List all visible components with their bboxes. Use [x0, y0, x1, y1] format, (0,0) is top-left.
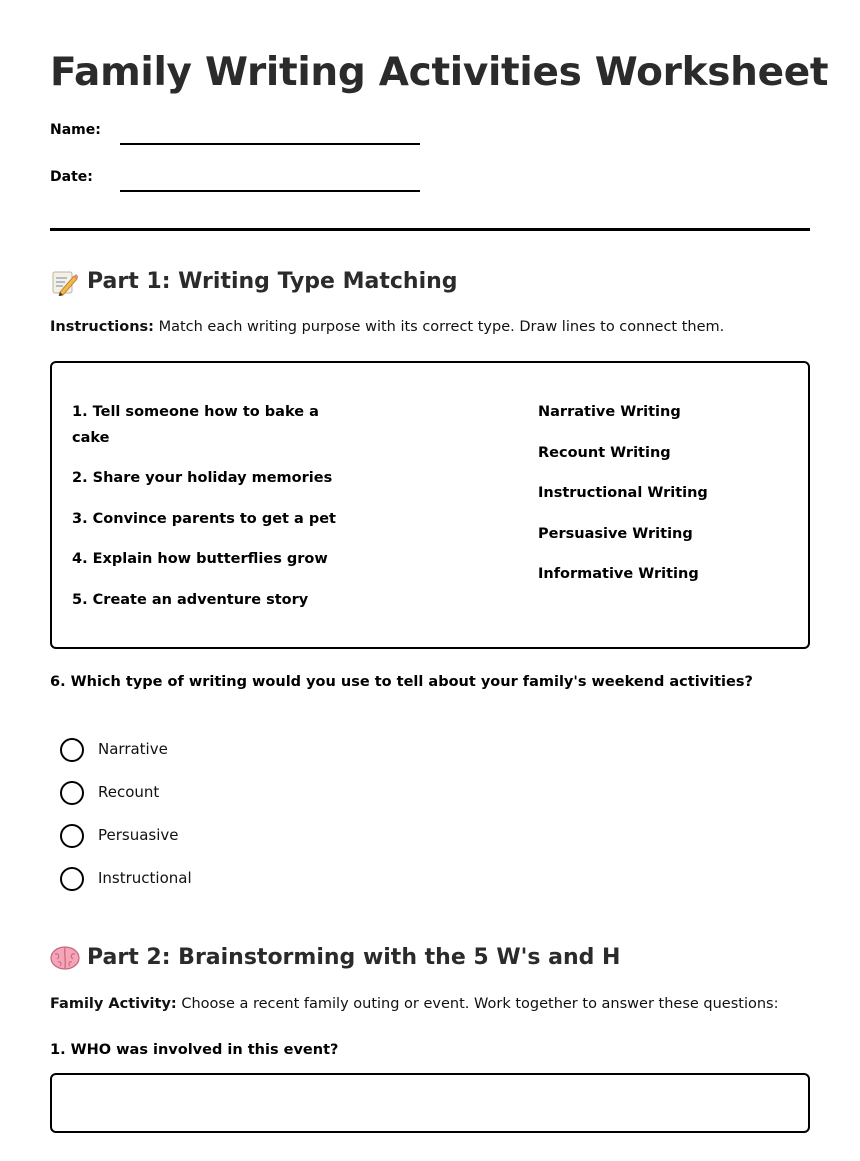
type-item-recount[interactable]: Recount Writing	[538, 445, 671, 461]
activity-text: Choose a recent family outing or event. Work together to answer these questions:	[176, 996, 779, 1012]
type-item-narrative[interactable]: Narrative Writing	[538, 404, 681, 420]
name-label: Name:	[50, 122, 101, 138]
instructions-text: Match each writing purpose with its correct type. Draw lines to connect them.	[153, 319, 725, 335]
memo-pencil-icon	[50, 268, 78, 294]
part2-heading-text: Part 2: Brainstorming with the 5 W's and H	[87, 944, 621, 970]
activity-bold: Family Activity:	[50, 996, 177, 1012]
purpose-item-4[interactable]: 4. Explain how butterflies grow	[72, 551, 328, 567]
purpose-item-2[interactable]: 2. Share your holiday memories	[72, 470, 333, 486]
date-input-line[interactable]	[120, 190, 420, 192]
name-input-line[interactable]	[120, 143, 420, 145]
instructions-bold: Instructions:	[50, 319, 154, 335]
type-item-persuasive[interactable]: Persuasive Writing	[538, 526, 693, 542]
type-item-informative[interactable]: Informative Writing	[538, 566, 699, 582]
radio-narrative[interactable]	[60, 738, 84, 762]
page-title: Family Writing Activities Worksheet	[50, 50, 829, 95]
radio-label-instructional: Instructional	[98, 869, 192, 887]
part2-heading	[50, 944, 620, 970]
part1-heading-text: Part 1: Writing Type Matching	[87, 268, 458, 294]
radio-label-persuasive: Persuasive	[98, 826, 179, 844]
purpose-item-5[interactable]: 5. Create an adventure story	[72, 592, 309, 608]
radio-label-narrative: Narrative	[98, 740, 168, 758]
radio-instructional[interactable]	[60, 867, 84, 891]
part2-question-1: 1. WHO was involved in this event?	[50, 1042, 339, 1058]
section-divider	[50, 228, 810, 231]
radio-label-recount: Recount	[98, 783, 160, 801]
who-answer-box[interactable]	[50, 1073, 810, 1133]
date-label: Date:	[50, 169, 93, 185]
type-item-instructional[interactable]: Instructional Writing	[538, 485, 708, 501]
part1-instructions	[50, 319, 724, 335]
purpose-item-1[interactable]: 1. Tell someone how to bake a cake	[72, 404, 319, 446]
matching-box	[50, 361, 810, 649]
part2-instructions	[50, 996, 779, 1012]
purpose-item-3[interactable]: 3. Convince parents to get a pet	[72, 511, 336, 527]
radio-recount[interactable]	[60, 781, 84, 805]
radio-persuasive[interactable]	[60, 824, 84, 848]
brain-icon	[50, 944, 78, 970]
question-6: 6. Which type of writing would you use to tell about your family's weekend activities?	[50, 674, 753, 690]
part1-heading	[50, 268, 458, 294]
